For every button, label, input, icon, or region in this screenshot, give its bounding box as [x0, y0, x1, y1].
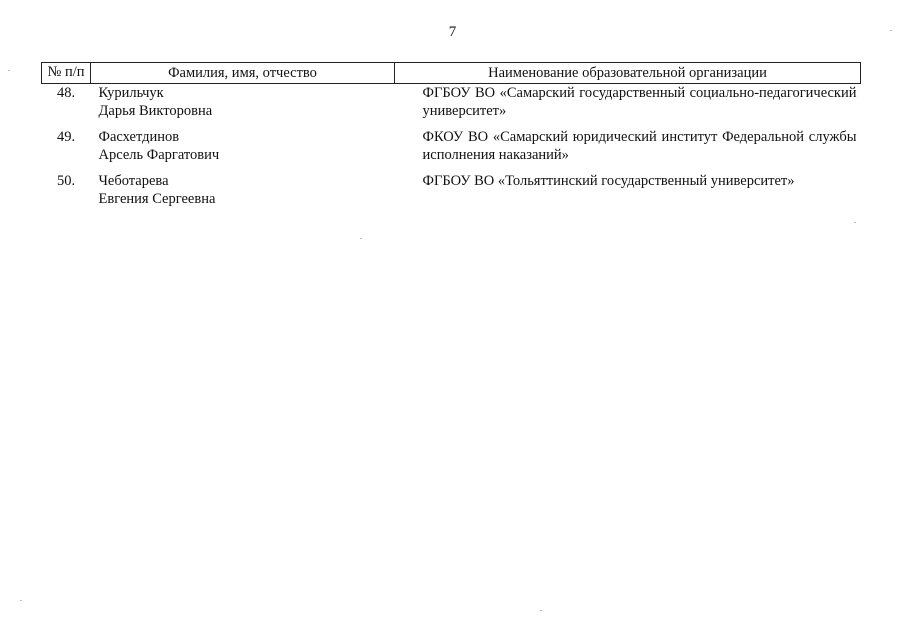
scan-speck: [20, 600, 22, 601]
scan-speck: [540, 610, 542, 611]
scan-speck: [8, 70, 10, 71]
scan-speck: [890, 30, 892, 31]
header-organization: Наименование образовательной организации: [395, 63, 861, 84]
header-number: № п/п: [42, 63, 91, 84]
row-given-names: Евгения Сергеевна: [98, 191, 216, 207]
table-header-row: [42, 63, 861, 84]
row-name: [91, 172, 395, 216]
row-surname: Курильчук: [98, 85, 164, 101]
row-number: 49.: [56, 129, 76, 145]
row-organization: ФГБОУ ВО «Самарский государственный социально-педагогический университет»: [422, 85, 857, 119]
row-surname: Чеботарева: [98, 173, 169, 189]
row-number: 48.: [56, 85, 76, 101]
scan-speck: [854, 222, 856, 223]
table-row: [42, 172, 861, 216]
table-row: [42, 128, 861, 172]
participants-table: [41, 62, 861, 216]
header-name: Фамилия, имя, отчество: [91, 63, 395, 84]
row-name: [91, 128, 395, 172]
row-number: 50.: [56, 173, 76, 189]
row-organization: ФГБОУ ВО «Тольяттинский государственный университет»: [422, 173, 795, 189]
row-given-names: Арсель Фаргатович: [98, 147, 220, 163]
row-name: [91, 84, 395, 129]
table-row: [42, 84, 861, 129]
row-surname: Фасхетдинов: [98, 129, 180, 145]
page-number: 7: [448, 24, 457, 40]
row-given-names: Дарья Викторовна: [98, 103, 213, 119]
scan-speck: [360, 238, 362, 239]
row-organization: ФКОУ ВО «Самарский юридический институт Федеральной службы исполнения наказаний»: [422, 129, 857, 163]
